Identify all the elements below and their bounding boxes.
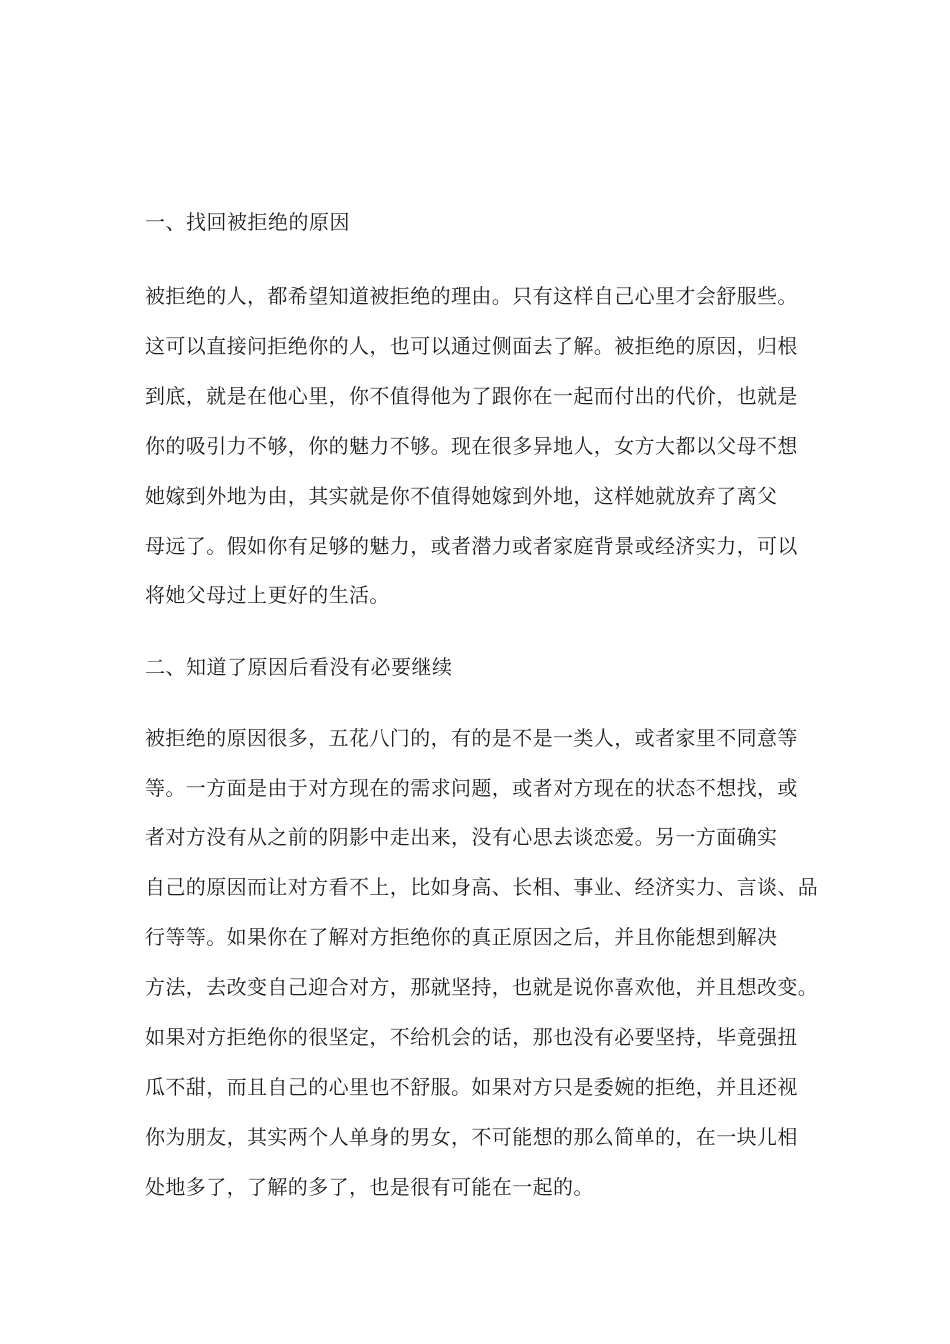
paragraph-line: 自己的原因而让对方看不上，比如身高、长相、事业、经济实力、言谈、品	[145, 875, 819, 899]
paragraph-line: 将她父母过上更好的生活。	[145, 583, 390, 607]
paragraph-line: 瓜不甜，而且自己的心里也不舒服。如果对方只是委婉的拒绝，并且还视	[145, 1075, 798, 1099]
paragraph-line: 被拒绝的原因很多，五花八门的，有的是不是一类人，或者家里不同意等	[145, 726, 798, 750]
paragraph-line: 母远了。假如你有足够的魅力，或者潜力或者家庭背景或经济实力，可以	[145, 534, 798, 558]
paragraph-line: 被拒绝的人，都希望知道被拒绝的理由。只有这样自己心里才会舒服些。	[145, 284, 798, 308]
paragraph-line: 你为朋友，其实两个人单身的男女，不可能想的那么简单的，在一块儿相	[145, 1125, 798, 1149]
paragraph-line: 这可以直接问拒绝你的人，也可以通过侧面去了解。被拒绝的原因，归根	[145, 334, 798, 358]
paragraph-line: 行等等。如果你在了解对方拒绝你的真正原因之后，并且你能想到解决	[145, 925, 778, 949]
paragraph-line: 到底，就是在他心里，你不值得他为了跟你在一起而付出的代价，也就是	[145, 384, 798, 408]
paragraph-line: 方法，去改变自己迎合对方，那就坚持，也就是说你喜欢他，并且想改变。	[145, 975, 819, 999]
paragraph-line: 处地多了，了解的多了，也是很有可能在一起的。	[145, 1175, 594, 1199]
paragraph-line: 你的吸引力不够，你的魅力不够。现在很多异地人，女方大都以父母不想	[145, 434, 798, 458]
paragraph-line: 者对方没有从之前的阴影中走出来，没有心思去谈恋爱。另一方面确实	[145, 825, 778, 849]
section-heading-2: 二、知道了原因后看没有必要继续	[145, 655, 453, 679]
paragraph-line: 如果对方拒绝你的很坚定，不给机会的话，那也没有必要坚持，毕竟强扭	[145, 1025, 798, 1049]
section-heading-1: 一、找回被拒绝的原因	[145, 210, 350, 234]
paragraph-line: 等。一方面是由于对方现在的需求问题，或者对方现在的状态不想找，或	[145, 776, 798, 800]
paragraph-line: 她嫁到外地为由，其实就是你不值得她嫁到外地，这样她就放弃了离父	[145, 484, 778, 508]
